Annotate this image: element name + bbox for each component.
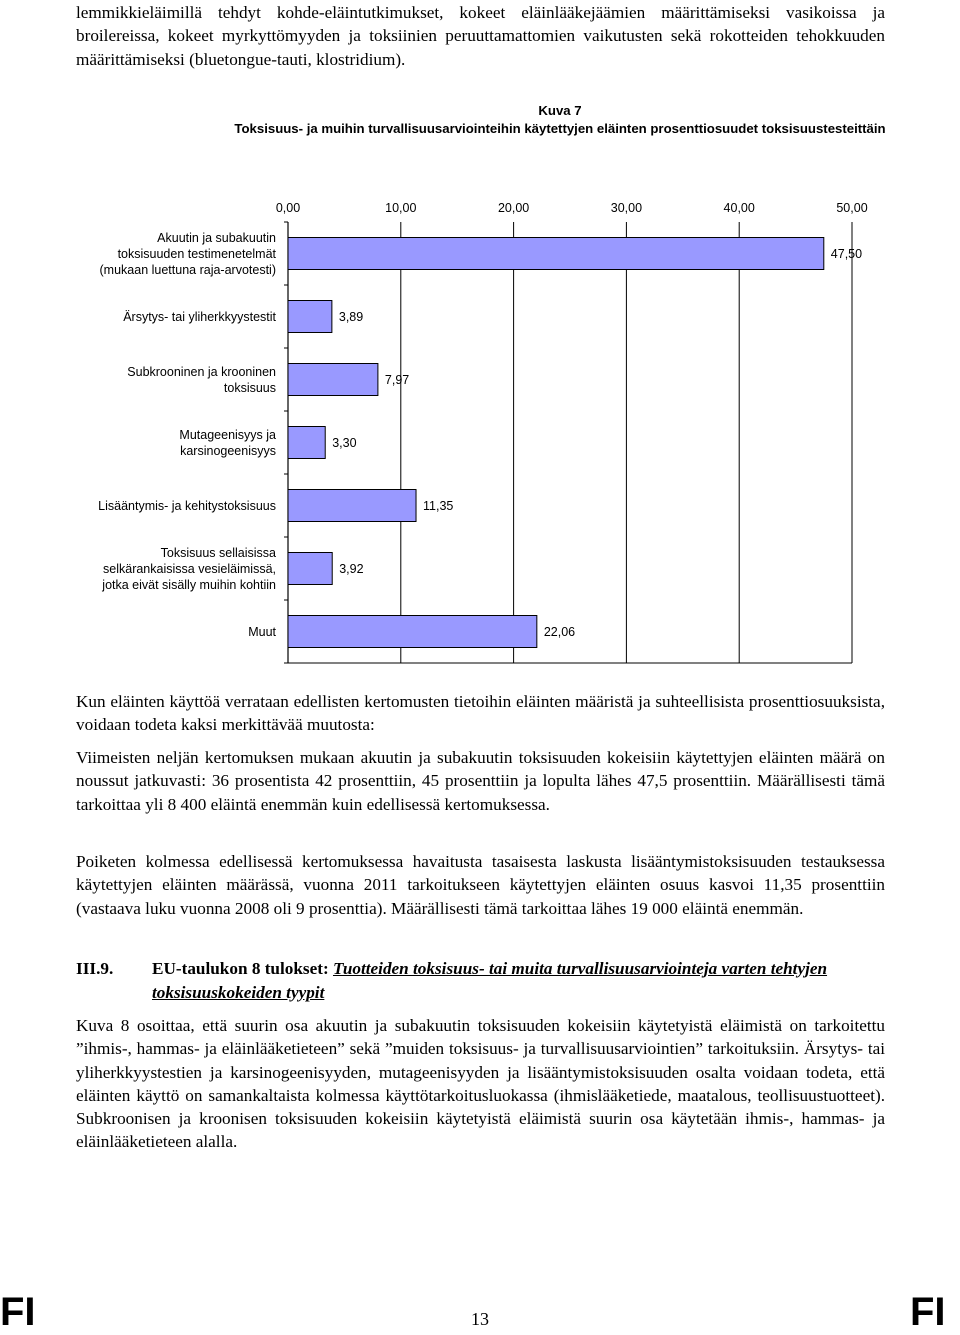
bar-value-label: 22,06: [543, 625, 576, 639]
x-tick-label: 40,00: [723, 201, 755, 215]
section-heading-prefix: EU-taulukon 8 tulokset:: [152, 959, 333, 978]
intro-paragraph: lemmikkieläimillä tehdyt kohde-eläintutkimukset, kokeet eläinlääkejäämien määrittämiseksi vasikoissa ja broilereissa, kokeet myrkyttömyyden ja toksiinien peruuttamattomien vaikutusten sekä rokotteiden tehokkuuden määrittämiseksi (bluetongue-tauti, klostridium).: [76, 3, 885, 69]
bar: [288, 427, 325, 459]
chart-title: Kuva 7: [538, 103, 582, 118]
bar: [288, 553, 332, 585]
x-tick-label: 20,00: [497, 201, 530, 215]
bar: [288, 490, 416, 522]
bar-value-label: 3,89: [338, 310, 364, 324]
footer-language-left: FI: [0, 1290, 36, 1334]
section-number: III.9.: [76, 959, 114, 978]
category-label: Ärsytys- tai yliherkkyystestit: [123, 310, 276, 324]
x-tick-label: 10,00: [385, 201, 417, 215]
bar: [288, 364, 378, 396]
bar-value-label: 3,92: [339, 562, 364, 576]
paragraph-comparison: Kun eläinten käyttöä verrataan edellisten kertomusten tietoihin eläinten määristä ja suhteellisista prosenttiosuuksista, voidaan todeta kaksi merkittävää muutosta:: [76, 692, 885, 735]
category-label: Lisääntymis- ja kehitystoksisuus: [98, 499, 276, 513]
section-heading-link[interactable]: Tuotteiden toksisuus- tai muita turvallisuusarviointeja varten tehtyjen toksisuuskokeiden tyypit: [152, 959, 828, 1002]
x-tick-label: 50,00: [836, 201, 868, 215]
category-label: Subkrooninen ja krooninen toksisuus: [127, 365, 276, 395]
category-label: Akuutin ja subakuutin toksisuuden testimenetelmät (mukaan luettuna raja-arvotesti): [99, 231, 276, 277]
bar-value-label: 47,50: [830, 247, 863, 261]
x-tick-label: 30,00: [610, 201, 643, 215]
bar: [288, 238, 824, 270]
bar: [288, 616, 537, 648]
category-label: Muut: [248, 625, 276, 639]
category-label: Mutageenisyys ja karsinogeenisyys: [179, 428, 276, 458]
chart-subtitle: Toksisuus- ja muihin turvallisuusarviointeihin käytettyjen eläinten prosenttiosuudet toksisuustesteittäin: [234, 121, 886, 136]
final-paragraph: Kuva 8 osoittaa, että suurin osa akuutin ja subakuutin toksisuuden kokeisiin käytetyistä eläimistä on tarkoitettu ”ihmis-, hammas- ja eläinlääketieteen” sekä ”muiden toksisuus- ja turvallisuusarviointien” tarkoituksiin. Ärsytys- tai yliherkkyystestien ja karsinogeenisyyden, mutageenisyyden ja lisääntymistoksisuuden osalta voidaan todeta, että eläinten käyttö on samankaltaista kolmessa käyttötarkoitusluokassa (ihmislääketiede, maatalous, teollisuustuotteet). Subkroonisen ja kroonisen toksisuuden kokeisiin käytetyistä eläimistä suurin osa käytetään ihmis-, hammas- ja eläinlääketieteen alalla.: [76, 1016, 885, 1152]
page-number: 13: [471, 1309, 489, 1329]
category-label: Toksisuus sellaisissa selkärankaisissa vesieläimissä, jotka eivät sisälly muihin kohtiin: [102, 546, 276, 592]
paragraph-reproductive-toxicity: Poiketen kolmessa edellisessä kertomuksessa havaitusta tasaisesta laskusta lisääntymistoksisuuden testauksessa käytettyjen eläinten määrässä, vuonna 2011 tarkoitukseen käytettyjen eläinten osuus kasvoi 11,35 prosenttiin (vastaava luku vuonna 2008 oli 9 prosenttia). Määrällisesti tämä tarkoittaa lähes 19 000 eläintä enemmän.: [76, 852, 885, 918]
x-tick-label: 0,00: [275, 201, 301, 215]
bar-value-label: 7,97: [384, 373, 410, 387]
paragraph-acute-toxicity: Viimeisten neljän kertomuksen mukaan akuutin ja subakuutin toksisuuden kokeisiin käytettyjen eläinten määrä on noussut jatkuvasti: 36 prosentista 42 prosenttiin, 45 prosenttiin ja lopulta lähes 47,5 prosenttiin. Määrällisesti tämä tarkoittaa yli 8 400 eläintä enemmän kuin edellisessä kertomuksessa.: [76, 748, 885, 814]
bar: [288, 301, 332, 333]
footer-language-right: FI: [910, 1290, 946, 1334]
bar-value-label: 11,35: [423, 499, 454, 513]
bar-value-label: 3,30: [332, 436, 357, 450]
